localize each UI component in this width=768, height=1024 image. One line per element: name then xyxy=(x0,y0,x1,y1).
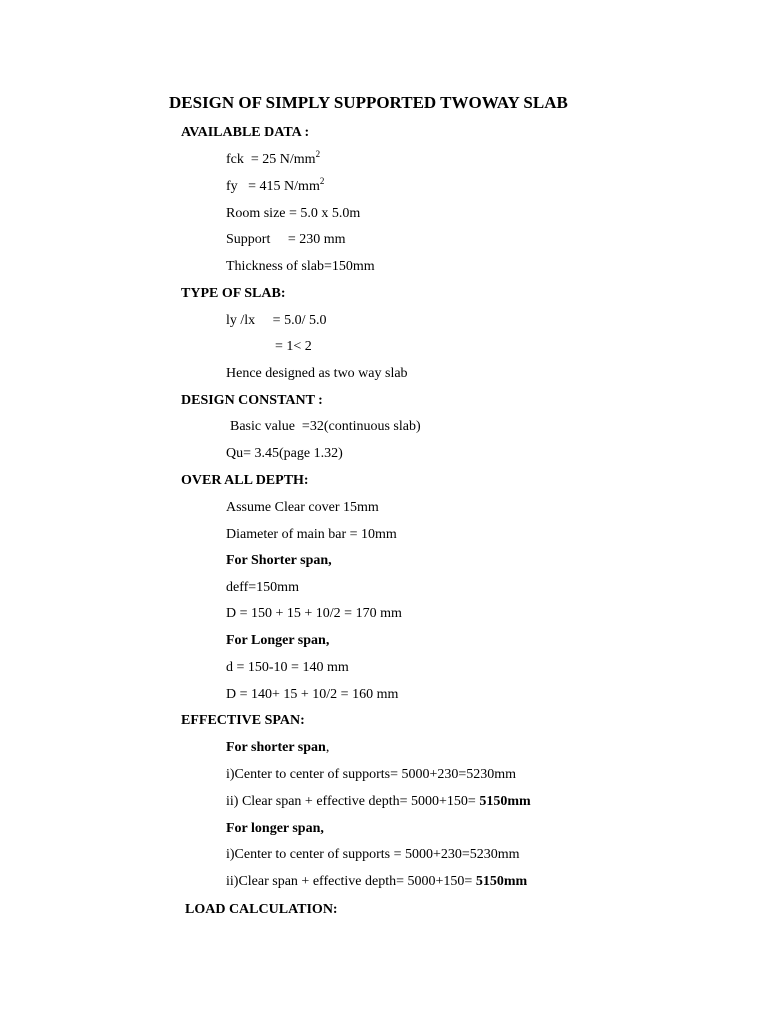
shorter-clear-span-line xyxy=(226,793,531,811)
overall-depth-heading: OVER ALL DEPTH: xyxy=(181,473,309,488)
fck-line xyxy=(226,151,320,169)
shorter-span-label-line xyxy=(226,739,329,757)
longer-clear-span-text: ii)Clear span + effective depth= 5000+150= xyxy=(226,874,476,889)
available-data-heading: AVAILABLE DATA : xyxy=(181,125,310,140)
design-constant-heading: DESIGN CONSTANT : xyxy=(181,393,323,408)
shorter-span-label-comma: , xyxy=(325,740,330,755)
ratio-result-line: = 1< 2 xyxy=(275,339,312,354)
shorter-depth-line: D = 150 + 15 + 10/2 = 170 mm xyxy=(226,606,402,621)
support-line: Support = 230 mm xyxy=(226,232,346,247)
bar-diameter-line: Diameter of main bar = 10mm xyxy=(226,527,397,542)
room-size-line: Room size = 5.0 x 5.0m xyxy=(226,206,361,221)
qu-line: Qu= 3.45(page 1.32) xyxy=(226,446,343,461)
ratio-line: ly /lx = 5.0/ 5.0 xyxy=(226,313,327,328)
shorter-clear-span-value: 5150mm xyxy=(479,794,531,809)
longer-center-to-center-line: i)Center to center of supports = 5000+230=5230mm xyxy=(226,847,520,862)
longer-clear-span-line xyxy=(226,873,527,891)
type-of-slab-heading: TYPE OF SLAB: xyxy=(181,286,286,301)
fck-superscript: 2 xyxy=(315,149,321,159)
longer-depth-line: D = 140+ 15 + 10/2 = 160 mm xyxy=(226,687,399,702)
deff-line: deff=150mm xyxy=(226,580,299,595)
longer-clear-span-value: 5150mm xyxy=(475,874,528,889)
shorter-center-to-center-line: i)Center to center of supports= 5000+230=5230mm xyxy=(226,767,517,782)
thickness-line: Thickness of slab=150mm xyxy=(226,259,375,274)
fck-text: fck = 25 N/mm xyxy=(226,152,316,167)
load-calculation-heading: LOAD CALCULATION: xyxy=(185,902,338,917)
document-title: DESIGN OF SIMPLY SUPPORTED TWOWAY SLAB xyxy=(169,93,568,112)
basic-value-line: Basic value =32(continuous slab) xyxy=(230,419,421,434)
longer-effective-depth-line: d = 150-10 = 140 mm xyxy=(226,660,349,675)
effective-span-heading: EFFECTIVE SPAN: xyxy=(181,713,305,728)
shorter-clear-span-text: ii) Clear span + effective depth= 5000+150= xyxy=(226,794,480,809)
clear-cover-line: Assume Clear cover 15mm xyxy=(226,500,379,515)
fy-text: fy = 415 N/mm xyxy=(226,179,320,194)
two-way-conclusion: Hence designed as two way slab xyxy=(226,366,408,381)
fy-line xyxy=(226,178,324,196)
longer-span-subheading: For Longer span, xyxy=(226,633,330,648)
shorter-span-subheading: For Shorter span, xyxy=(226,553,332,568)
longer-span-label: For longer span, xyxy=(226,821,324,836)
fy-superscript: 2 xyxy=(319,176,325,186)
shorter-span-label: For shorter span xyxy=(226,740,326,755)
